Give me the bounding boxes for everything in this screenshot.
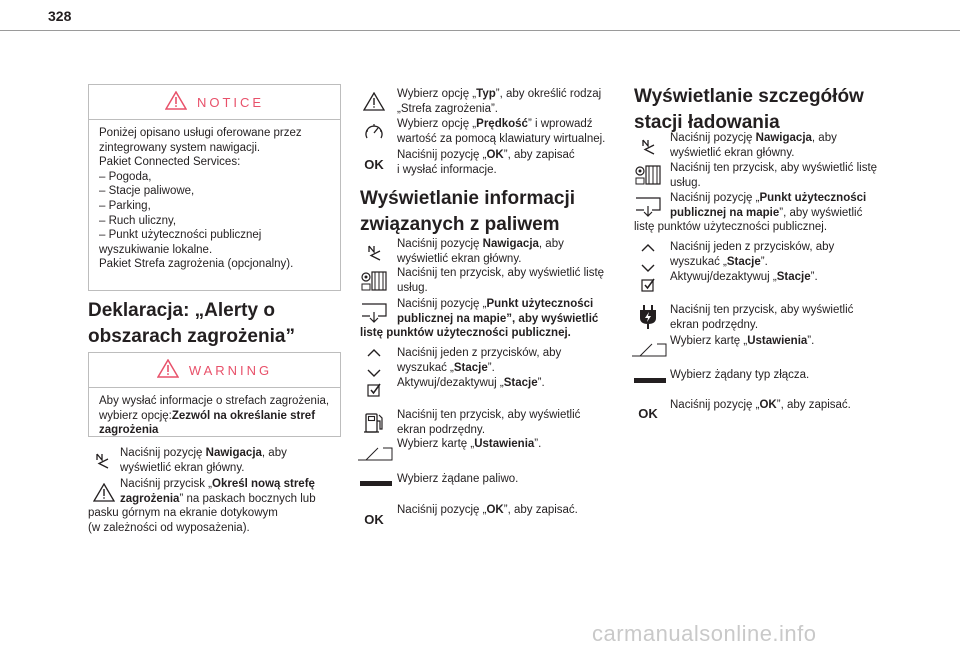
step-new-danger-zone: Naciśnij przycisk „Określ nową strefę zagrożenia” na paskach bocznych lub pasku górnym na ekranie dotykowym (w zależności od wyposażenia).	[88, 478, 316, 534]
checkbox-icon	[634, 275, 662, 295]
warning-box	[88, 352, 341, 437]
fuel-step-ok: Naciśnij pozycję „OK”, aby zapisać.	[397, 504, 578, 516]
notice-line: wyszukiwanie lokalne.	[99, 243, 213, 256]
settings-tab-icon	[630, 340, 668, 360]
warning-body: Aby wysłać informacje o strefach zagrożenia, wybierz opcję:Zezwól na określanie stref zagrożenia	[99, 395, 330, 437]
charging-step-search: Naciśnij jeden z przycisków, aby wyszukać „Stacje”.	[670, 241, 835, 268]
chevron-up-icon	[634, 238, 662, 258]
fuel-step-search: Naciśnij jeden z przycisków, aby wyszukać „Stacje”.	[397, 347, 562, 374]
charging-step-navigation: Naciśnij pozycję Nawigacja, aby wyświetlić ekran główny.	[670, 132, 837, 159]
fuel-pump-icon	[360, 413, 388, 433]
charging-step-subscreen: Naciśnij ten przycisk, aby wyświetlić ekran podrzędny.	[670, 304, 854, 331]
notice-body	[89, 120, 340, 278]
select-bar-icon	[358, 474, 394, 494]
type-warning-icon	[360, 91, 388, 111]
header-divider	[0, 30, 960, 31]
charging-step-ok: Naciśnij pozycję „OK”, aby zapisać.	[670, 399, 851, 411]
charging-plug-icon	[634, 307, 662, 327]
ok-icon: OK	[364, 511, 384, 527]
fuel-step-services: Naciśnij ten przycisk, aby wyświetlić listę usług.	[397, 267, 605, 294]
page-number: 328	[48, 8, 72, 24]
ok-icon: OK	[364, 156, 384, 172]
notice-title: NOTICE	[196, 94, 265, 110]
charging-step-select: Wybierz żądany typ złącza.	[670, 369, 810, 381]
section-heading-charging: Wyświetlanie szczegółów stacji ładowania	[634, 86, 864, 133]
notice-line: zintegrowany system nawigacji.	[99, 141, 261, 154]
navigation-icon	[88, 450, 116, 470]
services-list-icon	[360, 271, 388, 291]
notice-line: – Punkt użyteczności publicznej	[99, 229, 262, 242]
notice-line: Pakiet Strefa zagrożenia (opcjonalny).	[99, 258, 294, 271]
services-list-icon	[634, 165, 662, 185]
charging-step-settings: Wybierz kartę „Ustawienia”.	[670, 335, 815, 347]
select-bar-icon	[632, 371, 668, 391]
fuel-step-navigation: Naciśnij pozycję Nawigacja, aby wyświetlić ekran główny.	[397, 238, 564, 265]
notice-line: Poniżej opisano usługi oferowane przez	[99, 127, 302, 139]
fuel-step-poi: Naciśnij pozycję „Punkt użyteczności publicznej na mapie”, aby wyświetlić listę punktów użyteczności publicznej.	[360, 298, 599, 340]
notice-box	[88, 84, 341, 291]
step-navigation: Naciśnij pozycję Nawigacja, aby wyświetlić ekran główny.	[120, 447, 287, 474]
notice-line: – Stacje paliwowe,	[99, 185, 195, 198]
chevron-up-icon	[360, 343, 388, 363]
watermark: carmanualsonline.info	[592, 621, 817, 646]
charging-step-poi: Naciśnij pozycję „Punkt użyteczności publicznej na mapie”, aby wyświetlić listę punktów użyteczności publicznej.	[634, 192, 867, 234]
fuel-step-select: Wybierz żądane paliwo.	[397, 473, 519, 485]
navigation-icon	[634, 136, 662, 156]
notice-line: Pakiet Connected Services:	[99, 156, 241, 169]
settings-tab-icon	[356, 444, 394, 464]
notice-line: – Pogoda,	[99, 170, 152, 183]
step-type: Wybierz opcję „Typ”, aby określić rodzaj „Strefa zagrożenia”.	[397, 88, 602, 115]
warning-icon	[157, 359, 179, 381]
notice-line: – Ruch uliczny,	[99, 214, 177, 227]
notice-line: – Parking,	[99, 199, 151, 212]
section-heading-fuel: Wyświetlanie informacji związanych z paliwem	[360, 188, 576, 235]
ok-icon: OK	[638, 405, 658, 421]
fuel-step-subscreen: Naciśnij ten przycisk, aby wyświetlić ekran podrzędny.	[397, 409, 581, 436]
warning-icon	[165, 91, 187, 113]
section-heading-alerts: Deklaracja: „Alerty o obszarach zagrożenia”	[88, 300, 295, 347]
charging-step-services: Naciśnij ten przycisk, aby wyświetlić listę usług.	[670, 162, 878, 189]
step-speed: Wybierz opcję „Prędkość” i wprowadź wartość za pomocą klawiatury wirtualnej.	[397, 118, 606, 145]
warning-header	[89, 353, 340, 388]
step-ok-send: Naciśnij pozycję „OK”, aby zapisać i wysłać informacje.	[397, 149, 575, 176]
fuel-step-settings: Wybierz kartę „Ustawienia”.	[397, 438, 542, 450]
fuel-step-toggle: Aktywuj/dezaktywuj „Stacje”.	[397, 377, 545, 389]
notice-header	[89, 85, 340, 120]
speedometer-icon	[360, 122, 388, 142]
checkbox-icon	[360, 380, 388, 400]
warning-title: WARNING	[188, 362, 273, 378]
charging-step-toggle: Aktywuj/dezaktywuj „Stacje”.	[670, 271, 818, 283]
navigation-icon	[360, 242, 388, 262]
